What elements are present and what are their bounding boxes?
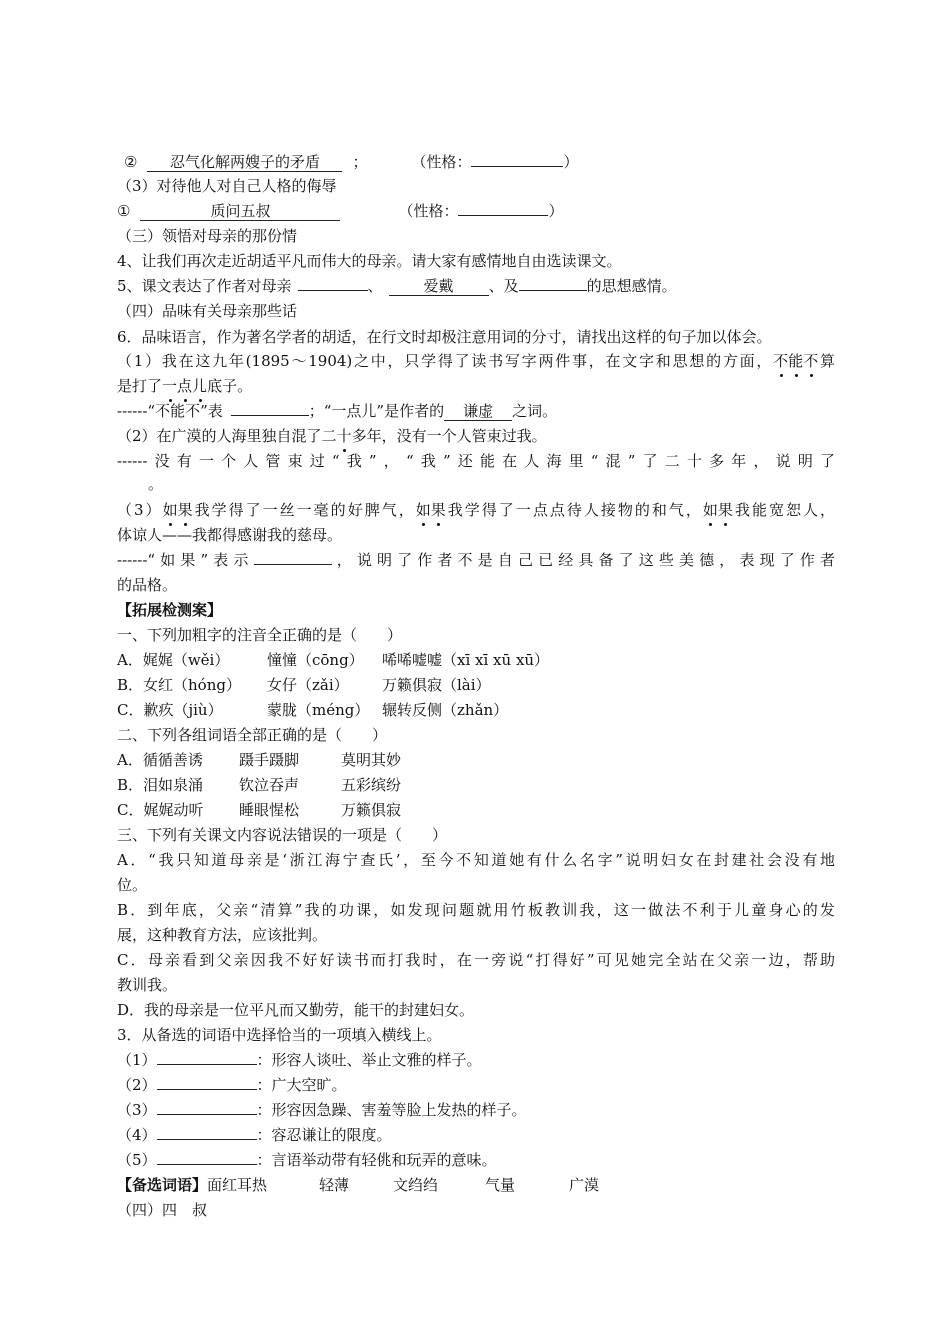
fill-item: （4） ：容忍谦让的限度。 [117,1126,392,1144]
answer-blank[interactable]: 忍气化解两嫂子的矛盾 [147,153,342,172]
question-3: 三、下列有关课文内容说法错误的一项是（ ） [117,826,448,844]
option-a: A．“我只知道母亲是‘浙江海宁查氏’，至今不知道她有什么名字”说明妇女在封建社会没有地 [117,851,835,869]
answer-blank[interactable] [157,1114,257,1115]
fill-item: （3） ：形容因急躁、害羞等脸上发热的样子。 [117,1101,527,1119]
option-c: C．母亲看到父亲因我不好好读书而打我时，在一旁说“打得好”可见她完全站在父亲一边，帮助 [117,951,835,969]
answer-blank[interactable]: 爱戴 [389,277,489,296]
fill-item: （2） ：广大空旷。 [117,1076,347,1094]
answer-blank[interactable] [157,1139,257,1140]
answer-blank[interactable] [458,215,548,216]
line-feelings: 5、课文表达了作者对母亲 、 爱戴 、及 的思想感情。 [117,277,677,295]
section-heading: 【拓展检测案】 [117,601,223,619]
line: 的品格。 [117,576,178,594]
line-question-uncle: ① 质问五叔 （性格： ） [117,202,564,220]
answer-blank[interactable] [471,166,563,167]
option-b: B．到年底，父亲“清算”我的功课，如发现问题就用竹板教训我，这一做法不利于儿童身心的发 [117,901,835,919]
option-a: A．娓娓（wěi） 憧憧（cōng） 唏唏嘘嘘（xī xī xū xū） [117,651,550,669]
option-a: A．循循善诱 蹑手蹑脚 莫明其妙 [117,751,402,769]
question-1: 一、下列加粗字的注音全正确的是（ ） [117,626,403,644]
option-c: C．歉疚（jiù） 蒙胧（méng） 辗转反侧（zhǎn） [117,701,509,719]
fill-item: （1） ：形容人谈吐、举止文雅的样子。 [117,1051,482,1069]
line-analysis-1: ------“不能不”表 ；“一点儿”是作者的 谦虚 之词。 [117,402,558,420]
line: （3）对待他人对自己人格的侮辱 [117,177,337,195]
line-analysis-2: ------没有一个人管束过“我”，“我”还能在人海里“混”了二十多年，说明了 [117,452,835,470]
line-quote-2: （2）在广漠的人海里独自混了二十多年，没有一个人管束过我。 [117,427,547,445]
option-d: D．我的母亲是一位平凡而又勤劳，能干的封建妇女。 [117,1001,475,1019]
section-heading: （三）领悟对母亲的那份情 [117,227,298,245]
answer-blank[interactable] [157,1089,257,1090]
option-b: B．女红（hóng） 女仔（zǎi） 万籁俱寂（lài） [117,676,491,694]
line: 体谅人——我都得感谢我的慈母。 [117,526,343,544]
answer-blank[interactable] [519,290,587,291]
line-analysis-3: ------“如果”表示 ，说明了作者不是自己已经具备了这些美德，表现了作者 [117,551,835,569]
fill-item: （5） ：言语举动带有轻佻和玩弄的意味。 [117,1151,497,1169]
option-c-cont: 教训我。 [117,976,178,994]
answer-blank[interactable] [157,1064,257,1065]
option-b-cont: 展，这种教育方法，应该批判。 [117,926,328,944]
line-quote-1: （1）我在这九年(1895～1904)之中，只学得了读书写字两件事，在文字和思想的方面，不能不算 [117,352,835,370]
line-contradiction: ② 忍气化解两嫂子的矛盾 ； （性格： ） [124,153,579,171]
line: 4、让我们再次走近胡适平凡而伟大的母亲。请大家有感情地自由选读课文。 [117,252,622,270]
word-bank: 【备选词语】面红耳热 轻薄 文绉绉 气量 广漠 [117,1176,600,1194]
option-b: B．泪如泉涌 钦泣吞声 五彩缤纷 [117,776,402,794]
line: 6．品味语言，作为著名学者的胡适，在行文时却极注意用词的分寸，请找出这样的句子加以体会。 [117,328,772,346]
answer-blank[interactable]: 质问五叔 [140,202,340,221]
section-heading: （四）品味有关母亲那些话 [117,302,298,320]
answer-blank[interactable] [298,290,368,291]
answer-blank[interactable] [254,564,332,565]
option-a-cont: 位。 [117,876,148,894]
line-quote-1b: 是打了一点儿底子。 [117,377,253,395]
question-4: 3．从备选的词语中选择恰当的一项填入横线上。 [117,1026,442,1044]
answer-blank[interactable] [231,415,309,416]
section-heading: （四）四 叔 [117,1201,208,1219]
option-c: C．娓娓动听 睡眼惺松 万籁俱寂 [117,801,402,819]
answer-blank[interactable]: 谦虚 [444,402,512,421]
answer-blank[interactable] [157,1164,257,1165]
question-2: 二、下列各组词语全部正确的是（ ） [117,726,388,744]
line: 。 [148,475,164,493]
line-quote-3: （3）如果我学得了一丝一毫的好脾气，如果我学得了一点点待人接物的和气，如果我能宽恕人， [117,501,835,519]
